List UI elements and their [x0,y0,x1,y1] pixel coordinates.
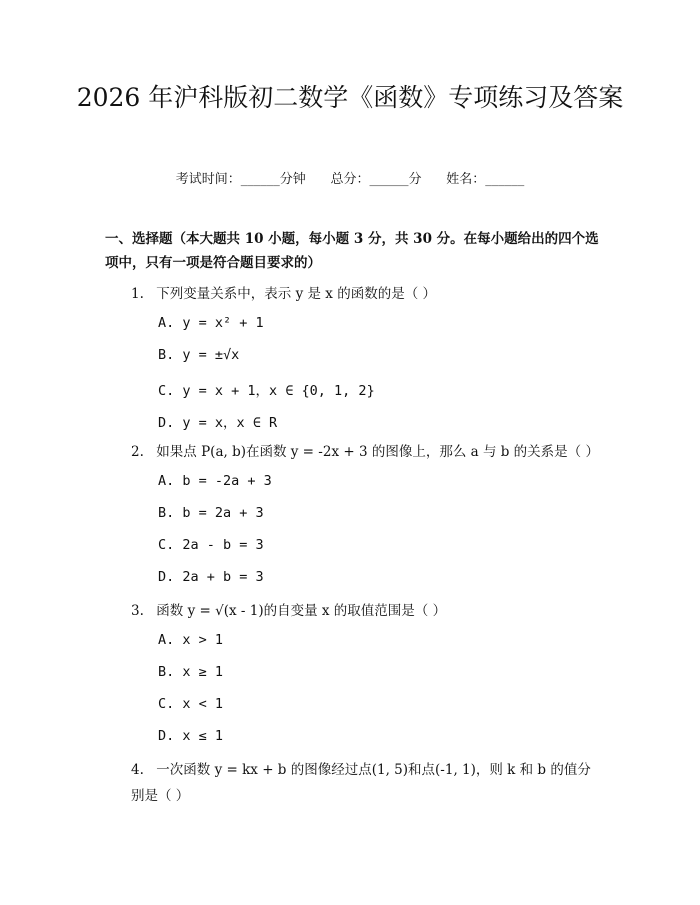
option-2b: B. b = 2a + 3 [158,505,264,521]
question-text: 一次函数 y = kx + b 的图像经过点(1, 5)和点(-1, 1)，则 k 和 b 的值分别是（ ） [131,762,591,804]
option-1b: B. y = ±√x [158,347,240,363]
question-number: 1. [131,286,144,302]
option-2a: A. b = -2a + 3 [158,473,272,489]
option-2d: D. 2a + b = 3 [158,569,264,585]
option-1d: D. y = x，x ∈ R [158,415,278,431]
option-3b: B. x ≥ 1 [158,664,224,680]
question-1 [131,281,436,307]
section-heading: 一、选择题（本大题共 10 小题，每小题 3 分，共 30 分。在每小题给出的四个选项中，只有一项是符合题目要求的） [105,231,599,271]
page-title: 2026 年沪科版初二数学《函数》专项练习及答案 [76,83,624,112]
question-number: 4. [131,762,144,778]
question-text: 如果点 P(a, b)在函数 y = -2x + 3 的图像上，那么 a 与 b 的关系是（ ） [156,444,599,460]
question-2 [131,439,599,465]
option-3a: A. x > 1 [158,632,224,648]
option-2c: C. 2a - b = 3 [158,537,264,553]
exam-meta-line: 考试时间：______分钟 总分：______分 姓名：______ [175,172,525,187]
question-3 [131,598,446,624]
option-3c: C. x < 1 [158,696,224,712]
question-text: 下列变量关系中，表示 y 是 x 的函数的是（ ） [156,286,436,302]
question-4 [131,757,591,809]
option-1a: A. y = x² + 1 [158,315,264,331]
question-text: 函数 y = √(x - 1)的自变量 x 的取值范围是（ ） [156,603,447,619]
option-3d: D. x ≤ 1 [158,728,224,744]
question-number: 3. [131,603,144,619]
option-1c: C. y = x + 1，x ∈ {0, 1, 2} [158,383,375,399]
question-number: 2. [131,444,144,460]
